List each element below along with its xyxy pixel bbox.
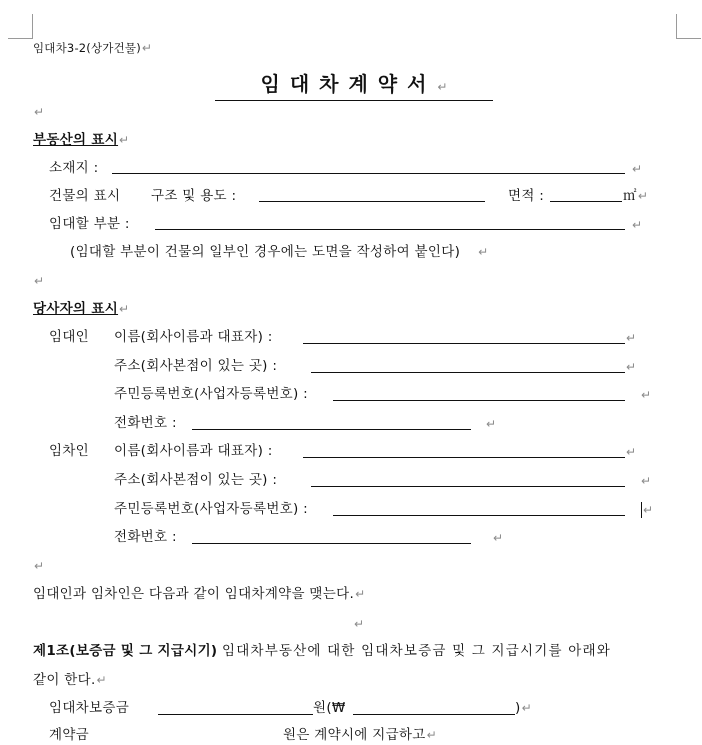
lessee-name-label: 이름(회사이름과 대표자) :	[114, 443, 273, 459]
structure-label: 구조 및 용도 :	[151, 188, 237, 204]
return-mark-icon: ↵	[493, 531, 504, 545]
lessor-id-label: 주민등록번호(사업자등록번호) :	[114, 386, 309, 402]
lessor-name-label: 이름(회사이름과 대표자) :	[114, 329, 273, 345]
crop-mark-top-left	[8, 14, 33, 39]
return-mark-icon: ↵	[119, 133, 130, 147]
deposit-won-label: 원(₩	[313, 700, 346, 716]
title-underline	[215, 100, 493, 101]
return-mark-icon: ↵	[641, 388, 652, 402]
lessee-phone-field[interactable]	[192, 543, 471, 544]
return-mark-icon: ↵	[632, 162, 643, 176]
section-heading-text: 부동산의 표시	[33, 132, 119, 148]
area-unit: ㎡	[623, 188, 637, 204]
return-mark-icon: ↵	[643, 503, 654, 517]
lessor-address-label: 주소(회사본점이 있는 곳) :	[114, 358, 278, 374]
return-mark-icon: ↵	[626, 445, 637, 459]
lease-part-row	[49, 214, 130, 234]
return-mark-icon: ↵	[34, 105, 45, 119]
return-mark-icon: ↵	[141, 41, 153, 55]
article1-line1	[33, 641, 611, 661]
document-code: 임대차3-2(상가건물)	[33, 41, 141, 55]
lessee-id-label: 주민등록번호(사업자등록번호) :	[114, 501, 309, 517]
empty-paragraph	[33, 271, 44, 291]
lessor-id-field[interactable]	[333, 400, 625, 401]
deposit-amount-field[interactable]	[158, 714, 313, 715]
property-section-heading	[33, 130, 129, 150]
return-mark-icon: ↵	[641, 474, 652, 488]
lease-part-note-row	[70, 242, 489, 262]
lease-part-label: 임대할 부분 :	[49, 216, 130, 232]
deposit-close-wrap	[515, 698, 532, 718]
down-payment-text	[283, 725, 437, 745]
building-label: 건물의 표시	[49, 188, 121, 204]
return-mark-icon: ↵	[96, 673, 107, 687]
return-mark-icon: ↵	[521, 701, 532, 715]
lessee-phone-label: 전화번호 :	[114, 529, 177, 545]
lessee-address-field[interactable]	[311, 486, 625, 487]
deposit-numeric-field[interactable]	[353, 714, 515, 715]
lease-part-note: (임대할 부분이 건물의 일부인 경우에는 도면을 작성하여 붙인다)	[70, 244, 461, 260]
article1-body-line2: 같이 한다.	[33, 672, 96, 688]
section-heading-text: 당사자의 표시	[33, 301, 119, 317]
area-label: 면적 :	[508, 188, 545, 204]
return-mark-icon: ↵	[637, 189, 649, 203]
title-text: 임대차계약서	[260, 72, 437, 96]
lessor-phone-field[interactable]	[192, 429, 471, 430]
lessor-phone-label: 전화번호 :	[114, 415, 177, 431]
structure-field[interactable]	[259, 201, 485, 202]
article1-line2	[33, 670, 107, 690]
location-label: 소재지 :	[49, 160, 99, 176]
lessee-label: 임차인	[49, 443, 90, 459]
return-mark-icon: ↵	[34, 559, 45, 573]
deposit-close-paren: )	[515, 700, 521, 716]
return-mark-icon: ↵	[355, 587, 366, 601]
area-field[interactable]	[550, 201, 622, 202]
location-row	[49, 158, 98, 178]
location-field[interactable]	[112, 173, 625, 174]
return-mark-icon: ↵	[354, 617, 365, 631]
return-mark-icon: ↵	[626, 331, 637, 345]
lessee-name-field[interactable]	[303, 457, 625, 458]
return-mark-icon: ↵	[486, 417, 497, 431]
lessor-name-field[interactable]	[303, 343, 625, 344]
crop-mark-top-right	[676, 14, 701, 39]
building-row	[49, 186, 120, 206]
down-payment-sentence: 원은 계약시에 지급하고	[283, 727, 426, 743]
return-mark-icon: ↵	[34, 274, 45, 288]
return-mark-icon: ↵	[626, 360, 637, 374]
return-mark-icon: ↵	[632, 218, 643, 232]
centered-empty-paragraph	[353, 613, 364, 632]
return-mark-icon: ↵	[437, 80, 448, 94]
lessor-label: 임대인	[49, 329, 90, 345]
return-mark-icon: ↵	[478, 245, 489, 259]
article1-body-line1: 임대차부동산에 대한 임대차보증금 및 그 지급시기를 아래와	[221, 643, 611, 659]
area-unit-wrap	[623, 186, 648, 206]
document-code-line	[33, 38, 152, 58]
return-mark-icon: ↵	[119, 302, 130, 316]
parties-section-heading	[33, 299, 129, 319]
lease-part-field[interactable]	[155, 229, 625, 230]
lessee-address-label: 주소(회사본점이 있는 곳) :	[114, 472, 278, 488]
deposit-label: 임대차보증금	[49, 700, 130, 716]
lessor-address-field[interactable]	[311, 372, 625, 373]
down-payment-label: 계약금	[49, 727, 90, 743]
article1-heading: 제1조(보증금 및 그 지급시기)	[33, 643, 218, 659]
empty-paragraph	[33, 556, 44, 576]
page-title	[215, 70, 493, 98]
agreement-sentence-row	[33, 584, 365, 604]
agreement-sentence: 임대인과 임차인은 다음과 같이 임대차계약을 맺는다.	[33, 586, 355, 602]
lessee-id-field[interactable]	[333, 515, 625, 516]
empty-paragraph	[33, 102, 44, 122]
return-mark-icon: ↵	[426, 728, 437, 742]
